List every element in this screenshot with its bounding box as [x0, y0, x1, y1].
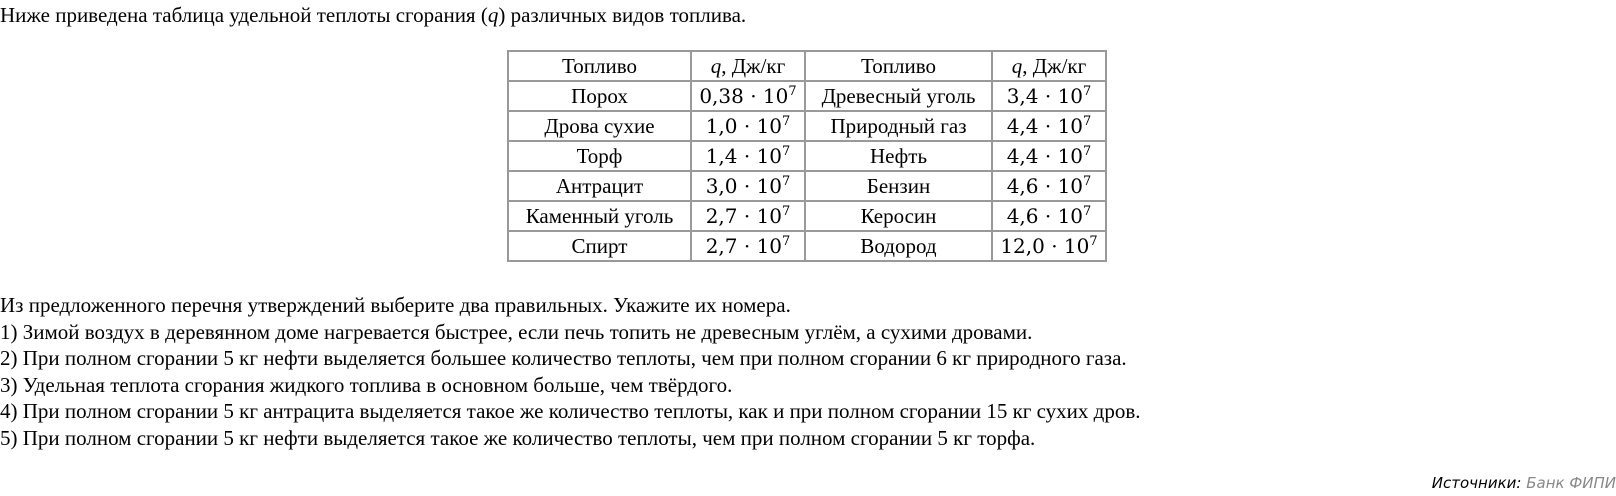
fuel-name: Природный газ — [805, 111, 992, 141]
mantissa: 4,6 · 10 — [1006, 204, 1084, 228]
fuel-name: Антрацит — [508, 171, 691, 201]
exponent: 7 — [1083, 144, 1092, 159]
fuel-name: Древесный уголь — [805, 81, 992, 111]
table-header-row — [508, 51, 1106, 81]
heat-value — [691, 231, 805, 261]
heat-value — [992, 201, 1106, 231]
mantissa: 0,38 · 10 — [699, 84, 789, 108]
exponent: 7 — [782, 204, 791, 219]
header-q-left — [691, 51, 805, 81]
intro-after: ) различных видов топлива. — [498, 3, 747, 27]
fuel-heat-table — [507, 50, 1107, 262]
heat-value — [992, 231, 1106, 261]
table-row — [508, 201, 1106, 231]
exponent: 7 — [1083, 204, 1092, 219]
fuel-name: Керосин — [805, 201, 992, 231]
source-attribution — [1432, 474, 1616, 492]
q-variable: q — [1011, 54, 1023, 78]
exponent: 7 — [782, 234, 791, 249]
question-block — [0, 292, 1141, 452]
q-variable: q — [710, 54, 722, 78]
table-row — [508, 171, 1106, 201]
header-fuel-left: Топливо — [508, 51, 691, 81]
heat-value — [992, 171, 1106, 201]
option-5: 5) При полном сгорании 5 кг нефти выделяется такое же количество теплоты, чем при полном сгорании 5 кг торфа. — [0, 425, 1036, 450]
fuel-name: Каменный уголь — [508, 201, 691, 231]
heat-value — [691, 111, 805, 141]
exponent: 7 — [782, 144, 791, 159]
mantissa: 4,4 · 10 — [1006, 114, 1084, 138]
fuel-name: Спирт — [508, 231, 691, 261]
table-row — [508, 231, 1106, 261]
mantissa: 3,0 · 10 — [705, 174, 783, 198]
header-q-right — [992, 51, 1106, 81]
mantissa: 4,6 · 10 — [1006, 174, 1084, 198]
fuel-name: Торф — [508, 141, 691, 171]
mantissa: 2,7 · 10 — [705, 204, 783, 228]
heat-value — [691, 141, 805, 171]
intro-text — [0, 2, 746, 28]
exponent: 7 — [1089, 234, 1098, 249]
source-link[interactable]: Банк ФИПИ — [1526, 474, 1616, 492]
heat-value — [691, 171, 805, 201]
exponent: 7 — [782, 114, 791, 129]
exponent: 7 — [1083, 114, 1092, 129]
mantissa: 12,0 · 10 — [1000, 234, 1090, 258]
fuel-name: Порох — [508, 81, 691, 111]
q-unit: , Дж/кг — [721, 54, 786, 78]
question-prompt: Из предложенного перечня утверждений выберите два правильных. Укажите их номера. — [0, 293, 791, 317]
fuel-name: Дрова сухие — [508, 111, 691, 141]
heat-value — [691, 81, 805, 111]
fuel-name: Водород — [805, 231, 992, 261]
mantissa: 3,4 · 10 — [1006, 84, 1084, 108]
heat-value — [992, 141, 1106, 171]
exponent: 7 — [788, 84, 797, 99]
option-1: 1) Зимой воздух в деревянном доме нагревается быстрее, если печь топить не древесным углём, а сухими дровами. — [0, 319, 1033, 344]
mantissa: 4,4 · 10 — [1006, 144, 1084, 168]
heat-value — [992, 111, 1106, 141]
mantissa: 1,0 · 10 — [705, 114, 783, 138]
exponent: 7 — [1083, 84, 1092, 99]
table-row — [508, 111, 1106, 141]
exponent: 7 — [1083, 174, 1092, 189]
source-label: Источники: — [1431, 474, 1522, 492]
heat-value — [691, 201, 805, 231]
exponent: 7 — [782, 174, 791, 189]
fuel-name: Нефть — [805, 141, 992, 171]
intro-before: Ниже приведена таблица удельной теплоты сгорания ( — [0, 3, 488, 27]
option-2: 2) При полном сгорании 5 кг нефти выделяется большее количество теплоты, чем при полном сгорании 6 кг природного газа. — [0, 346, 1127, 371]
header-fuel-right: Топливо — [805, 51, 992, 81]
mantissa: 2,7 · 10 — [705, 234, 783, 258]
q-variable: q — [487, 3, 499, 27]
table-row — [508, 141, 1106, 171]
fuel-table-container — [507, 50, 1107, 262]
option-3: 3) Удельная теплота сгорания жидкого топлива в основном больше, чем твёрдого. — [0, 372, 733, 397]
table-row — [508, 81, 1106, 111]
mantissa: 1,4 · 10 — [705, 144, 783, 168]
q-unit: , Дж/кг — [1022, 54, 1087, 78]
heat-value — [992, 81, 1106, 111]
fuel-name: Бензин — [805, 171, 992, 201]
option-4: 4) При полном сгорании 5 кг антрацита выделяется такое же количество теплоты, как и при полном сгорании 15 кг сухих дров. — [0, 399, 1141, 424]
